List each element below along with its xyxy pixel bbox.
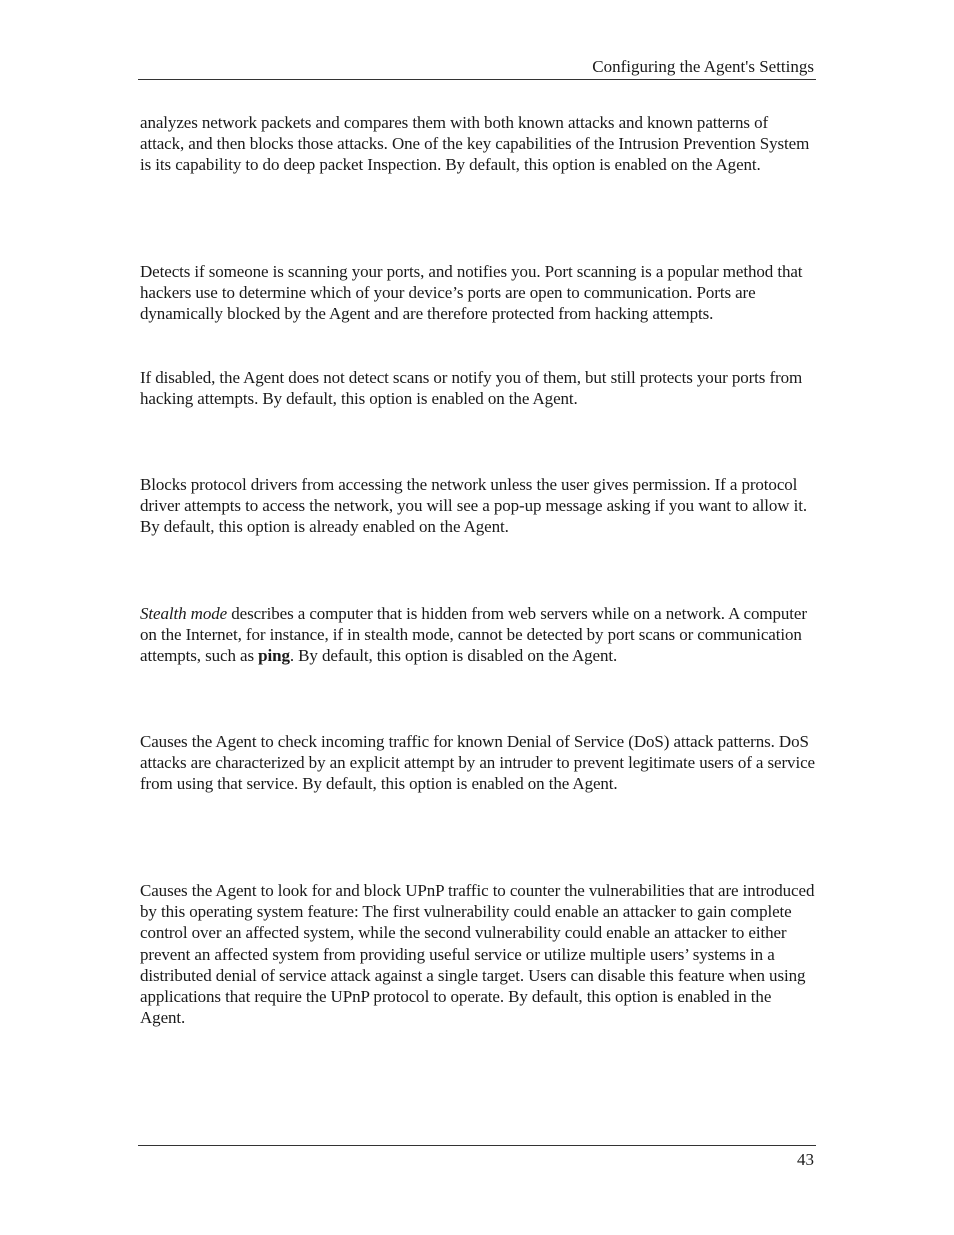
stealth-mode-description [140, 603, 816, 667]
stealth-mode-term: Stealth mode [140, 604, 228, 623]
dos-description: Causes the Agent to check incoming traffic for known Denial of Service (DoS) attack patterns. DoS attacks are characterized by an explicit attempt by an intruder to prevent legitimate users of a service from using that service. By default, this option is enabled on the Agent. [140, 732, 815, 794]
header-divider [138, 79, 816, 80]
upnp-description: Causes the Agent to look for and block UPnP traffic to counter the vulnerabilities that are introduced by this operating system feature: The first vulnerability could enable an attacker to gain complete control over an affected system, while the second vulnerability could enable an attacker to either prevent an affected system from providing useful service or utilize multiple users’ systems in a distributed denial of service attack against a single target. Users can disable this feature when using applications that require the UPnP protocol to operate. By default, this option is enabled in the Agent. [140, 881, 815, 1028]
stealth-mode-text-a: describes a computer that is hidden from web servers while on a network. A computer on the Internet, for instance, if in stealth mode, cannot be detected by port scans or communication attempts, such as [140, 604, 807, 666]
page-number: 43 [797, 1150, 814, 1169]
port-scan-description: Detects if someone is scanning your ports, and notifies you. Port scanning is a popular method that hackers use to determine which of your device’s ports are open to communication. Ports are dynamically blocked by the Agent and are therefore protected from hacking attempts. [140, 262, 803, 324]
stealth-mode-text-b: . By default, this option is disabled on the Agent. [289, 646, 618, 666]
ips-description: analyzes network packets and compares them with both known attacks and known patterns of attack, and then blocks those attacks. One of the key capabilities of the Intrusion Prevention System is its capability to do deep packet Inspection. By default, this option is enabled on the Agent. [140, 113, 810, 175]
footer-divider [138, 1145, 816, 1146]
ping-keyword: ping [258, 646, 290, 666]
running-header: Configuring the Agent's Settings [592, 57, 814, 76]
port-scan-disabled-note: If disabled, the Agent does not detect scans or notify you of them, but still protects your ports from hacking attempts. By default, this option is enabled on the Agent. [140, 368, 803, 409]
protocol-driver-description: Blocks protocol drivers from accessing the network unless the user gives permission. If a protocol driver attempts to access the network, you will see a pop-up message asking if you want to allow it. By default, this option is already enabled on the Agent. [140, 475, 808, 537]
